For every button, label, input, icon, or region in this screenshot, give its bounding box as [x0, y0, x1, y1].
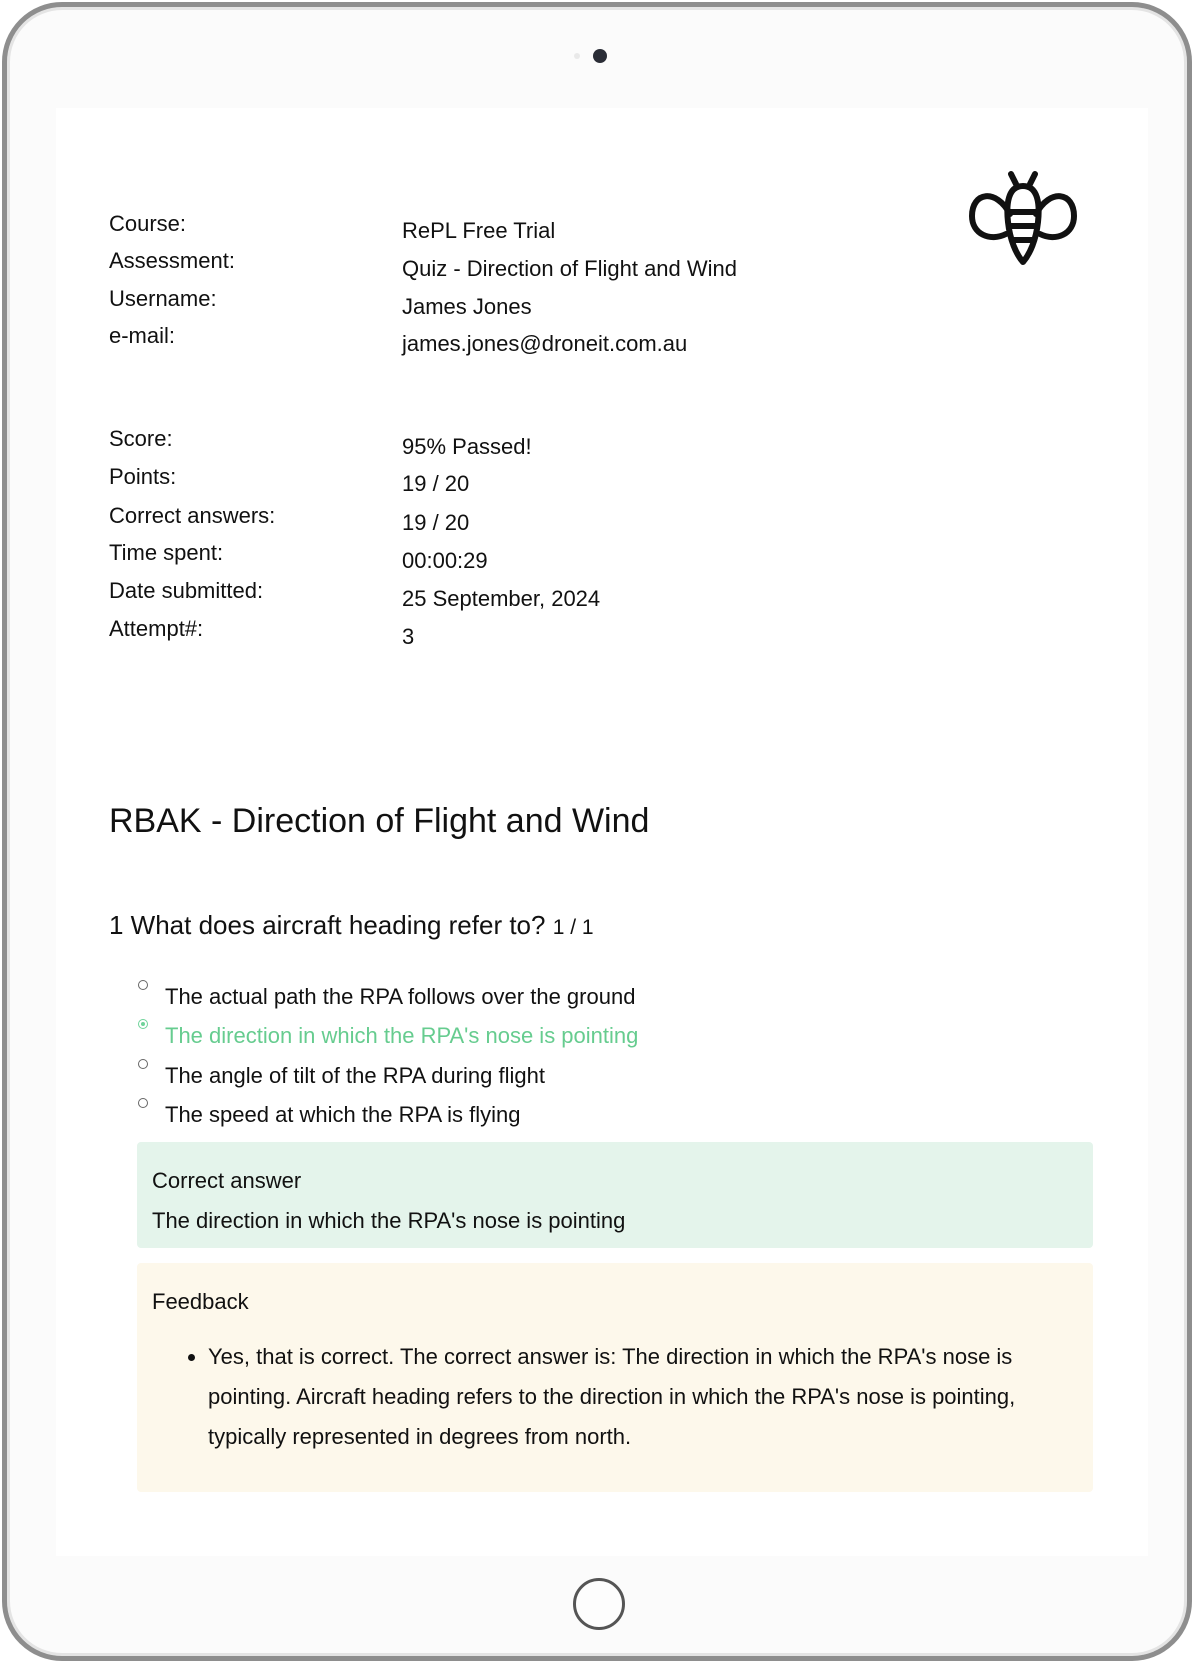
time-spent-value: 00:00:29: [402, 548, 488, 573]
email-value: james.jones@droneit.com.au: [402, 331, 688, 356]
option-label: The angle of tilt of the RPA during flight: [165, 1063, 545, 1088]
question-heading: [109, 909, 594, 944]
feedback-list: [152, 1337, 1068, 1457]
feedback-text: • Yes, that is correct. The correct answer is: The direction in which the RPA's nose is pointing. Aircraft heading refers to the direction in which the RPA's nose is pointing, typically represented in degrees from north.: [208, 1337, 1068, 1457]
date-submitted-value: 25 September, 2024: [402, 586, 601, 611]
points-value: 19 / 20: [402, 471, 470, 496]
radio-icon: [138, 1059, 148, 1069]
front-camera: [593, 49, 607, 63]
option-label: The direction in which the RPA's nose is pointing: [165, 1023, 639, 1048]
feedback-label: Feedback: [152, 1289, 249, 1314]
time-spent-label: Time spent:: [109, 540, 224, 565]
quiz-title: RBAK - Direction of Flight and Wind: [109, 802, 650, 840]
score-label: Score:: [109, 426, 173, 451]
attempt-value: 3: [402, 624, 415, 649]
question-score: 1 / 1: [552, 916, 594, 939]
report-page: [56, 108, 1148, 1556]
home-button[interactable]: [573, 1578, 625, 1630]
score-value: 95% Passed!: [402, 434, 532, 459]
option-label: The actual path the RPA follows over the ground: [165, 984, 636, 1009]
correct-answer-label: Correct answer: [152, 1168, 302, 1193]
bee-icon: [968, 170, 1078, 280]
course-value: RePL Free Trial: [402, 218, 556, 243]
radio-selected-icon: [138, 1019, 148, 1029]
correct-answer-text: The direction in which the RPA's nose is pointing: [152, 1208, 626, 1233]
sensor-dot: [574, 53, 580, 59]
option-label: The speed at which the RPA is flying: [165, 1102, 521, 1127]
correct-answer-panel: [137, 1142, 1093, 1248]
course-label: Course:: [109, 211, 187, 236]
username-value: James Jones: [402, 294, 532, 319]
points-label: Points:: [109, 464, 177, 489]
username-label: Username:: [109, 286, 217, 311]
feedback-panel: [137, 1263, 1093, 1492]
question-text: 1 What does aircraft heading refer to?: [109, 910, 546, 940]
attempt-label: Attempt#:: [109, 616, 204, 641]
correct-answers-label: Correct answers:: [109, 503, 276, 528]
assessment-value: Quiz - Direction of Flight and Wind: [402, 256, 738, 281]
email-label: e-mail:: [109, 323, 176, 348]
radio-icon: [138, 980, 148, 990]
correct-answers-value: 19 / 20: [402, 510, 470, 535]
assessment-label: Assessment:: [109, 248, 235, 273]
date-submitted-label: Date submitted:: [109, 578, 264, 603]
radio-icon: [138, 1098, 148, 1108]
